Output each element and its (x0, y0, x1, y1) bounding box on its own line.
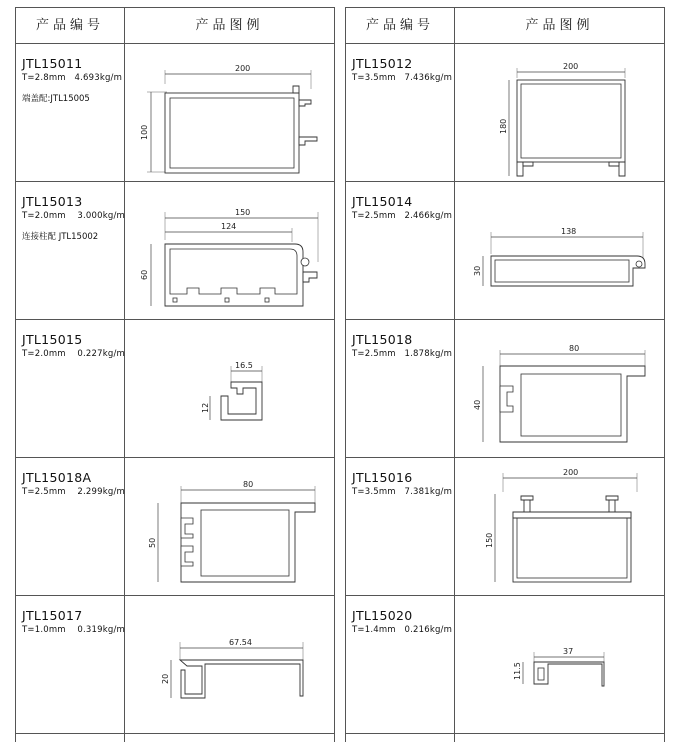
product-code: JTL15017 (22, 608, 83, 623)
product-code: JTL15013 (22, 194, 83, 209)
product-code: JTL15016 (352, 470, 413, 485)
dimension-width: 37 (563, 647, 574, 656)
product-row-jtl15020 (346, 595, 664, 733)
profile-drawing (455, 596, 664, 734)
product-row-jtl15013 (16, 181, 334, 319)
product-note: 端盖配:JTL15005 (22, 94, 90, 104)
profile-drawing (125, 182, 334, 320)
profile-drawing (125, 44, 334, 182)
product-code: JTL15015 (22, 332, 83, 347)
dimension-height: 150 (485, 532, 494, 548)
profile-drawing (125, 320, 334, 458)
product-row-jtl15018a (16, 457, 334, 595)
dimension-height: 100 (140, 124, 149, 140)
dimension-overall: 150 (235, 208, 251, 217)
product-row-jtl15016 (346, 457, 664, 595)
dimension-width: 200 (235, 64, 251, 73)
dimension-width: 16.5 (235, 361, 253, 370)
product-spec: T=1.0mm 0.319kg/m (22, 625, 125, 635)
dimension-height: 180 (499, 118, 508, 134)
product-spec: T=2.5mm 2.466kg/m (352, 211, 453, 221)
right-product-table (345, 7, 665, 742)
product-row-jtl15018 (346, 319, 664, 457)
product-code: JTL15014 (352, 194, 413, 209)
dimension-width: 200 (563, 62, 579, 71)
header-figure: 产品图例 (525, 18, 594, 33)
product-spec: T=1.4mm 0.216kg/m (352, 625, 453, 635)
product-note: 连接柱配 JTL15002 (22, 232, 99, 242)
product-spec: T=2.5mm 1.878kg/m (352, 349, 453, 359)
profile-drawing (125, 458, 334, 596)
dimension-width: 80 (243, 480, 254, 489)
product-spec: T=3.5mm 7.381kg/m (352, 487, 453, 497)
profile-drawing (455, 182, 664, 320)
dimension-height: 30 (473, 265, 482, 276)
profile-drawing (125, 596, 334, 734)
product-code: JTL15020 (352, 608, 413, 623)
right-header-row (346, 7, 664, 44)
product-row-jtl15015 (16, 319, 334, 457)
product-row-jtl15017 (16, 595, 334, 733)
dimension-height: 11.5 (513, 662, 522, 680)
product-row-jtl15014 (346, 181, 664, 319)
dimension-width: 67.54 (229, 638, 252, 647)
row-divider (16, 733, 334, 734)
dimension-height: 20 (161, 673, 170, 684)
left-header-row (16, 7, 334, 44)
dimension-width: 200 (563, 468, 579, 477)
product-spec: T=2.5mm 2.299kg/m (22, 487, 125, 497)
product-code: JTL15011 (22, 56, 83, 71)
dimension-height: 12 (201, 402, 210, 413)
left-product-table (15, 7, 335, 742)
dimension-height: 40 (473, 399, 482, 410)
row-divider (346, 733, 664, 734)
product-code: JTL15018 (352, 332, 413, 347)
product-code: JTL15018A (22, 470, 92, 485)
dimension-width: 138 (561, 227, 577, 236)
product-spec: T=3.5mm 7.436kg/m (352, 73, 453, 83)
profile-drawing (455, 320, 664, 458)
product-row-jtl15011 (16, 43, 334, 181)
dimension-height: 50 (148, 537, 157, 548)
header-code: 产品编号 (35, 18, 104, 33)
product-code: JTL15012 (352, 56, 413, 71)
product-spec: T=2.0mm 0.227kg/m (22, 349, 125, 359)
product-spec: T=2.8mm 4.693kg/m (22, 73, 123, 83)
product-spec: T=2.0mm 3.000kg/m (22, 211, 125, 221)
dimension-height: 60 (140, 269, 149, 280)
profile-drawing (455, 44, 664, 182)
header-figure: 产品图例 (195, 18, 264, 33)
dimension-inner: 124 (221, 222, 237, 231)
profile-drawing (455, 458, 664, 596)
product-row-jtl15012 (346, 43, 664, 181)
header-code: 产品编号 (365, 18, 434, 33)
dimension-width: 80 (569, 344, 580, 353)
